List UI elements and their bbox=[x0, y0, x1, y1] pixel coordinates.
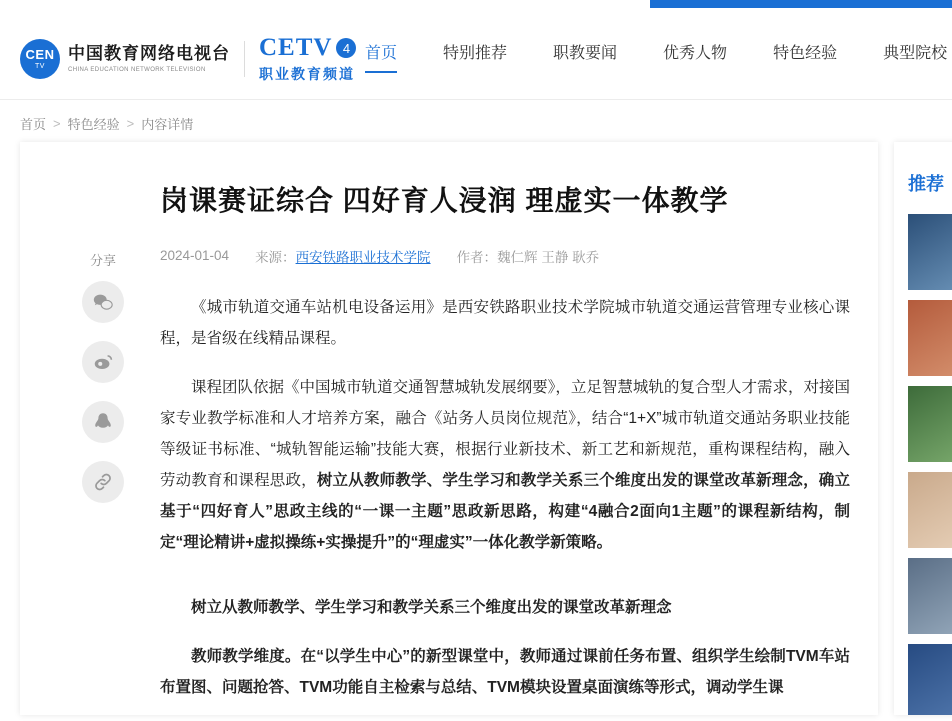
qq-icon[interactable] bbox=[82, 401, 124, 443]
breadcrumb bbox=[20, 114, 193, 133]
recommend-thumb-3[interactable] bbox=[908, 386, 952, 462]
article-author bbox=[457, 246, 600, 266]
article-author-label: 作者： bbox=[456, 249, 498, 265]
weibo-icon[interactable] bbox=[82, 341, 124, 383]
article-source bbox=[255, 246, 431, 266]
article-date: 2024-01-04 bbox=[160, 248, 230, 264]
page-title: 岗课赛证综合 四好育人浸润 理虚实一体教学 bbox=[160, 185, 729, 216]
breadcrumb-separator: > bbox=[126, 116, 135, 131]
cen-logo-main: CEN bbox=[25, 47, 55, 62]
recommend-thumb-2[interactable] bbox=[908, 300, 952, 376]
nav-item-outstanding-people[interactable]: 优秀人物 bbox=[663, 45, 728, 62]
breadcrumb-separator: > bbox=[53, 116, 61, 131]
recommend-title: 推荐 bbox=[908, 174, 944, 194]
wechat-icon[interactable] bbox=[82, 281, 124, 323]
article-content bbox=[160, 182, 850, 721]
cetv-channel-name: 职业教育频道 bbox=[259, 66, 355, 82]
article-body bbox=[160, 292, 850, 703]
recommend-thumb-4[interactable] bbox=[908, 472, 952, 548]
recommend-thumb-1[interactable] bbox=[908, 214, 952, 290]
article-subheading-inline: 教师教学维度。在“以学生中心”的新型课堂中，教师通过课前任务布置、组织学生绘制TVM车站布置图、问题抢答、TVM功能自主检索与总结、TVM模块设置桌面演练等形式，调动学生课 bbox=[160, 647, 850, 696]
cen-logo-icon bbox=[20, 39, 60, 79]
nav-item-featured-experience[interactable]: 特色经验 bbox=[773, 45, 838, 62]
recommend-thumb-6[interactable] bbox=[908, 644, 952, 715]
recommend-rail bbox=[894, 142, 952, 715]
share-label: 分享 bbox=[89, 253, 116, 268]
article-meta bbox=[160, 246, 850, 266]
article-source-link[interactable]: 西安铁路职业技术学院 bbox=[295, 249, 431, 265]
logo-divider bbox=[244, 41, 245, 77]
cen-logo-sub: TV bbox=[35, 63, 45, 70]
nav-item-special-recommend[interactable]: 特别推荐 bbox=[443, 45, 508, 62]
article-paragraph bbox=[160, 641, 850, 703]
article-paragraph-text: 课程团队依据《中国城市轨道交通智慧城轨发展纲要》，立足智慧城轨的复合型人才需求，对接国家专业教学标准和人才培养方案，融合《站务人员岗位规范》，结合“1+X”城市轨道交通站务职业技能等级证书标准、“城轨智能运输”技能大赛，根据行业新技术、新工艺和新规范，重构课程结构，融入劳动教育和课程思政， bbox=[160, 378, 850, 489]
site-header bbox=[0, 8, 952, 100]
nav-item-home[interactable]: 首页 bbox=[365, 40, 397, 73]
site-logo[interactable] bbox=[20, 34, 356, 84]
recommend-thumb-5[interactable] bbox=[908, 558, 952, 634]
nav-item-vocational-news[interactable]: 职教要闻 bbox=[553, 45, 618, 62]
breadcrumb-item-featured-experience[interactable]: 特色经验 bbox=[67, 117, 120, 132]
site-logo-text bbox=[68, 44, 230, 73]
main-nav bbox=[365, 40, 947, 73]
cetv-logo[interactable] bbox=[259, 34, 356, 84]
article-card bbox=[20, 142, 878, 715]
site-logo-cn: 中国教育网络电视台 bbox=[68, 44, 230, 64]
article-paragraph: 《城市轨道交通车站机电设备运用》是西安铁路职业技术学院城市轨道交通运营管理专业核心课程，是省级在线精品课程。 bbox=[160, 298, 850, 347]
article-paragraph bbox=[160, 372, 850, 558]
breadcrumb-item-detail: 内容详情 bbox=[141, 117, 194, 132]
article-paragraph-bold: 树立从教师教学、学生学习和教学关系三个维度出发的课堂改革新理念，确立基于“四好育人”思政主线的“一课一主题”思政新思路，构建“4融合2面向1主题”的课程新结构，制定“理论精讲+虚拟操练+实操提升”的“理虚实”一体化教学新策略。 bbox=[160, 471, 850, 551]
top-strip-blue-bar bbox=[650, 0, 952, 8]
article-section-heading: 树立从教师教学、学生学习和教学关系三个维度出发的课堂改革新理念 bbox=[191, 598, 672, 616]
cetv-channel-number: 4 bbox=[336, 38, 356, 58]
article-author-names: 魏仁辉 王静 耿乔 bbox=[497, 249, 600, 265]
article-source-label: 来源： bbox=[255, 249, 296, 265]
top-strip bbox=[0, 0, 952, 8]
link-icon[interactable] bbox=[82, 461, 124, 503]
share-column bbox=[60, 250, 146, 521]
site-logo-en: CHINA EDUCATION NETWORK TELEVISION bbox=[68, 66, 206, 73]
cetv-wordmark: CETV bbox=[259, 34, 333, 61]
recommend-list bbox=[894, 214, 952, 715]
nav-item-model-colleges[interactable]: 典型院校 bbox=[883, 45, 948, 62]
breadcrumb-item-home[interactable]: 首页 bbox=[20, 117, 47, 132]
